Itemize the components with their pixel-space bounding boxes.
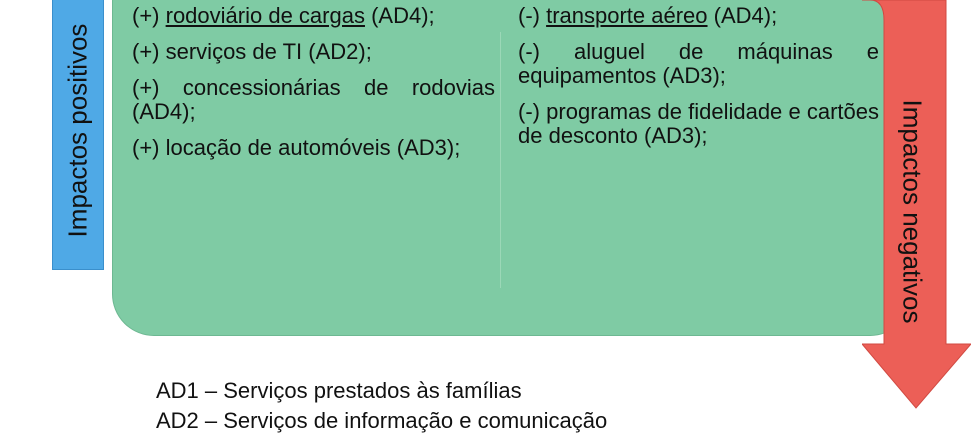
legend-item: AD1 – Serviços prestados às famílias <box>156 378 522 403</box>
item-sign: (+) <box>132 135 166 160</box>
item-sign: (-) <box>518 3 547 28</box>
item-name: transporte aéreo <box>546 3 708 28</box>
item-code: (AD4); <box>364 3 435 28</box>
item-name: serviços de TI <box>165 39 303 64</box>
legend-item: AD2 – Serviços de informação e comunicação <box>156 408 608 433</box>
negative-impacts-label: Impactos negativos <box>897 98 928 324</box>
positive-item <box>132 40 495 64</box>
positive-impacts-list <box>132 0 495 172</box>
item-name: concessionárias de rodovias <box>182 75 495 100</box>
item-sign: (+) <box>132 75 183 100</box>
item-code: (AD3); <box>656 63 726 88</box>
item-code: (AD3); <box>637 123 708 148</box>
negative-impacts-label-wrap <box>883 78 941 344</box>
item-code: (AD4); <box>707 3 778 28</box>
item-sign: (+) <box>132 3 166 28</box>
negative-item <box>518 4 879 28</box>
legend <box>156 376 607 436</box>
positive-impacts-label-wrap <box>52 0 104 270</box>
positive-impacts-label: Impactos positivos <box>62 23 93 237</box>
item-name: programas de fidelidade e cartões de desconto <box>518 99 879 148</box>
item-name: locação de automóveis <box>165 135 391 160</box>
positive-item <box>132 136 495 160</box>
column-divider <box>500 32 501 288</box>
positive-item <box>132 4 495 28</box>
item-name: rodoviário de cargas <box>165 3 365 28</box>
item-code: (AD4); <box>132 99 196 124</box>
negative-item <box>518 40 879 88</box>
item-code: (AD2); <box>302 39 372 64</box>
negative-impacts-list <box>518 0 879 160</box>
item-sign: (-) <box>518 39 574 64</box>
item-name: aluguel de máquinas e equipamentos <box>518 39 880 88</box>
item-sign: (+) <box>132 39 166 64</box>
positive-item <box>132 76 495 124</box>
item-sign: (-) <box>518 99 547 124</box>
negative-item <box>518 100 879 148</box>
item-code: (AD3); <box>390 135 461 160</box>
